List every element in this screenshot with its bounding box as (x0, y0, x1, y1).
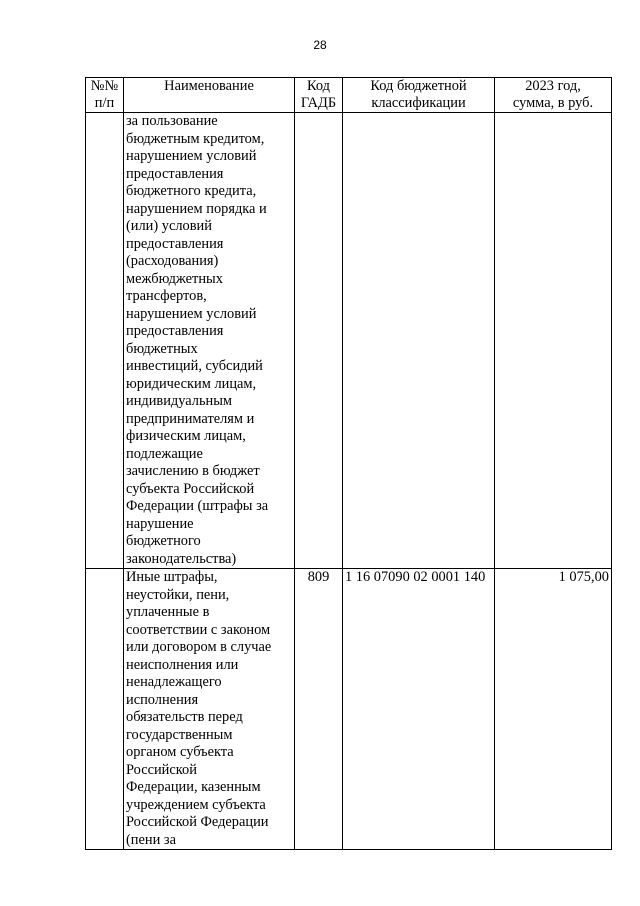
row-name-line: бюджетным кредитом, (126, 130, 265, 147)
row-name-line: предоставления (126, 323, 224, 339)
row-name-line: органом субъекта (126, 744, 234, 760)
row-name-line: бюджетного кредита, (126, 183, 257, 199)
row-name-line: неисполнения или (126, 656, 239, 673)
header-kbk-line: Код бюджетной (370, 78, 467, 94)
row-name-line: Федерации, казенным (126, 779, 261, 795)
row-name-line: юридическим лицам, (126, 375, 257, 392)
row-name-line: бюджетных (126, 340, 198, 357)
row-name-line: физическим лицам, (126, 428, 246, 444)
row-name-line: нарушением условий (126, 148, 257, 164)
row-name-line: индивидуальным (126, 393, 232, 409)
row-gadb-code-cell (295, 113, 343, 569)
row-name-line: (пени за (126, 831, 176, 848)
row-name-line: государственным (126, 726, 233, 743)
row-name-line: ненадлежащего (126, 674, 222, 690)
header-gadb-line: ГАДБ (300, 95, 337, 111)
header-name (124, 78, 295, 113)
row-gadb-code-cell: 809 (295, 569, 343, 850)
row-name-line: нарушением условий (126, 305, 257, 322)
row-sum-cell: 1 075,00 (495, 569, 612, 850)
header-number (86, 78, 124, 113)
row-name-line: обязательств перед (126, 709, 243, 725)
row-name-line: субъекта Российской (126, 480, 255, 497)
table-body (86, 113, 612, 850)
row-name-line: учреждением субъекта (126, 796, 266, 813)
row-name-line: (расходования) (126, 253, 219, 269)
row-number-cell (86, 569, 124, 850)
header-name-line: Наименование (164, 78, 254, 94)
row-name-line: Федерации (штрафы за (126, 498, 269, 514)
row-budget-classification-cell: 1 16 07090 02 0001 140 (343, 569, 495, 850)
row-name-line: межбюджетных (126, 270, 223, 287)
header-sum-2023 (495, 78, 612, 113)
header-kbk-line: классификации (371, 95, 466, 111)
header-budget-classification (343, 78, 495, 113)
row-name-line: законодательства) (126, 550, 237, 567)
row-name-line: соответствии с законом (126, 621, 271, 638)
header-gadb-line: Код (307, 78, 330, 94)
row-name-line: предоставления (126, 165, 224, 182)
budget-table (85, 77, 612, 850)
row-name-line: Российской (126, 761, 197, 778)
row-name-line: неустойки, пени, (126, 586, 230, 603)
row-name-cell (124, 569, 295, 850)
row-name-line: предоставления (126, 235, 224, 252)
table-row (86, 113, 612, 569)
table-header-row (86, 78, 612, 113)
table-row (86, 569, 612, 850)
row-sum-cell (495, 113, 612, 569)
row-name-line: или договором в случае (126, 639, 272, 655)
row-name-line: (или) условий (126, 218, 212, 234)
row-name-cell (124, 113, 295, 569)
row-name-line: бюджетного (126, 533, 201, 549)
row-name-line: нарушением порядка и (126, 200, 267, 217)
header-number-line: №№ (90, 78, 119, 94)
row-name-line: исполнения (126, 691, 199, 708)
header-gadb-code (295, 78, 343, 113)
row-number-cell (86, 113, 124, 569)
row-name-line: за пользование (126, 113, 218, 129)
row-name-line: предпринимателям и (126, 410, 255, 427)
page-number: 28 (313, 38, 327, 52)
header-number-line: п/п (94, 95, 115, 111)
header-sum-line: сумма, в руб. (512, 95, 594, 111)
row-budget-classification-cell (343, 113, 495, 569)
row-name-line: подлежащие (126, 445, 203, 462)
row-name-line: нарушение (126, 515, 194, 532)
row-name-line: уплаченные в (126, 604, 210, 620)
header-sum-line: 2023 год, (525, 78, 581, 94)
row-name-line: зачислению в бюджет (126, 463, 260, 479)
row-name-line: Иные штрафы, (126, 569, 218, 585)
row-name-line: трансфертов, (126, 288, 207, 304)
row-name-line: инвестиций, субсидий (126, 358, 263, 374)
row-name-line: Российской Федерации (126, 814, 269, 830)
